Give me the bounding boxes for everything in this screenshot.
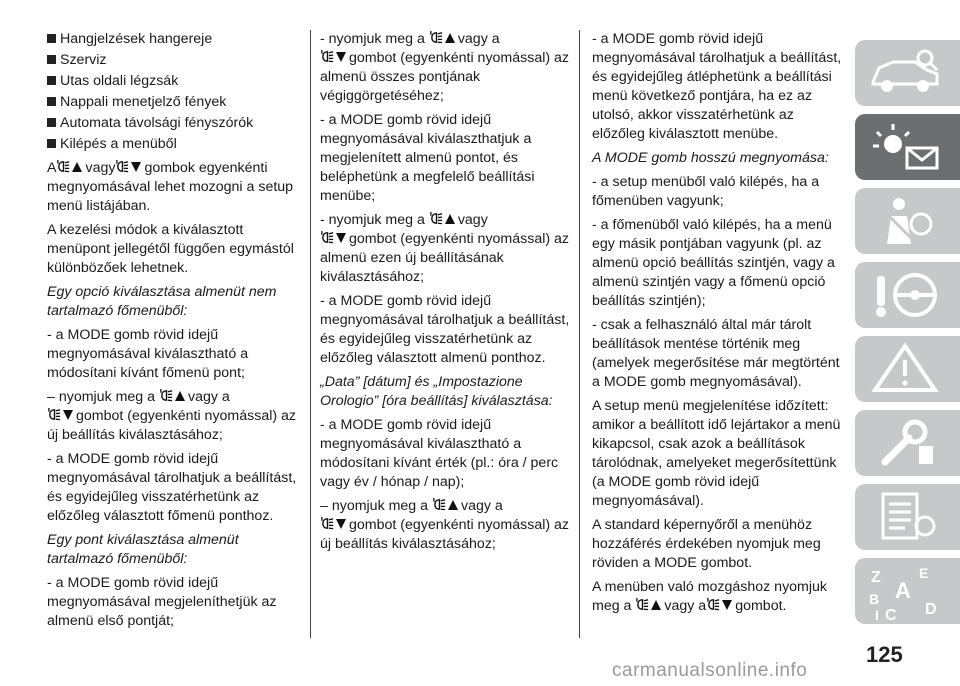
lights-icon bbox=[56, 159, 71, 174]
column-2 bbox=[320, 30, 570, 559]
steering-wheel-icon bbox=[865, 268, 945, 322]
tab-technical-data[interactable] bbox=[855, 484, 960, 550]
paragraph: - nyomjuk meg a vagy gombot (egyenkénti nyomással) az almenü ezen új beállításának kiválasztásához; bbox=[320, 212, 570, 285]
down-arrow-icon bbox=[62, 409, 74, 421]
lights-icon bbox=[429, 30, 444, 45]
bullet-square-icon bbox=[47, 34, 56, 43]
lights-icon bbox=[159, 388, 174, 403]
down-arrow-icon bbox=[721, 599, 733, 611]
tab-index[interactable] bbox=[855, 558, 960, 624]
lights-icon bbox=[432, 497, 447, 512]
column-1 bbox=[47, 30, 305, 636]
list-item: Szerviz bbox=[47, 51, 305, 70]
list-item: Utas oldali légzsák bbox=[47, 72, 305, 91]
paragraph: - a MODE gomb rövid idejű megnyomásával tárolhatjuk a beállítást, és egyidejűleg visszatérhetünk az előzőleg választott főmenü ponthoz. bbox=[47, 451, 297, 524]
list-item: Nappali menetjelző fények bbox=[47, 93, 305, 112]
warning-light-icon bbox=[865, 120, 945, 174]
bullet-square-icon bbox=[47, 55, 56, 64]
paragraph: A vagy gombok egyenkénti megnyomásával lehet mozogni a setup menü listájában. bbox=[47, 160, 294, 214]
bullet-square-icon bbox=[47, 97, 56, 106]
paragraph: A standard képernyőről a menühöz hozzáférés érdekében nyomjuk meg röviden a MODE gombot. bbox=[592, 517, 821, 571]
lights-icon bbox=[706, 597, 721, 612]
paragraph: - a MODE gomb rövid idejű megnyomásával kiválasztható a módosítani kívánt érték (pl.: óra / perc vagy év / hónap / nap); bbox=[320, 417, 559, 490]
paragraph: - a MODE gomb rövid idejű megnyomásával tárolhatjuk a beállítást, és egyidejűleg átléphetünk a beállítási menü következő pontjára, ha ez az utolsó, akkor visszatérhetünk az előzőleg kiválasztott menübe. bbox=[592, 31, 842, 142]
paragraph: - a MODE gomb rövid idejű megnyomásával megjeleníthetjük az almenü első pontját; bbox=[47, 575, 277, 629]
tab-starting-driving[interactable] bbox=[855, 262, 960, 328]
wrench-icon bbox=[865, 416, 945, 470]
list-item: Hangjelzések hangereje bbox=[47, 30, 305, 49]
car-icon bbox=[865, 46, 945, 100]
bullet-square-icon bbox=[47, 139, 56, 148]
paragraph: - csak a felhasználó által már tárolt beállítások mentése történik meg (amelyek megerősítése már megtörtént a MODE gomb megnyomásával). bbox=[592, 317, 840, 390]
section-heading: A MODE gomb hosszú megnyomása: bbox=[592, 150, 829, 166]
lights-icon bbox=[320, 230, 335, 245]
paragraph: A menüben való mozgáshoz nyomjuk meg a vagy a gombot. bbox=[592, 579, 828, 614]
index-letter: D bbox=[925, 601, 937, 618]
up-arrow-icon bbox=[447, 499, 459, 511]
seatbelt-icon bbox=[865, 194, 945, 248]
up-arrow-icon bbox=[650, 599, 662, 611]
document-list-icon bbox=[865, 490, 945, 544]
lights-icon bbox=[635, 597, 650, 612]
paragraph: - a setup menüből való kilépés, ha a főmenüben vagyunk; bbox=[592, 174, 820, 209]
up-arrow-icon bbox=[71, 161, 83, 173]
paragraph: A kezelési módok a kiválasztott menüpont jellegétől függően egymástól különbözőek lehetnek. bbox=[47, 222, 294, 276]
index-letter: I bbox=[875, 607, 879, 623]
down-arrow-icon bbox=[335, 51, 347, 63]
tab-safety[interactable] bbox=[855, 188, 960, 254]
paragraph: – nyomjuk meg a vagy a gombot (egyenkénti nyomással) az új beállítás kiválasztásához; bbox=[47, 389, 297, 443]
lights-icon bbox=[320, 49, 335, 64]
emergency-triangle-icon bbox=[865, 342, 945, 396]
up-arrow-icon bbox=[444, 213, 456, 225]
up-arrow-icon bbox=[174, 390, 186, 402]
lights-icon bbox=[320, 516, 335, 531]
index-letter: C bbox=[885, 607, 897, 624]
section-heading: „Data” [dátum] és „Impostazione Orologio” [óra beállítás] kiválasztása: bbox=[320, 374, 553, 409]
paragraph: - a főmenüből való kilépés, ha a menü egy másik pontjában vagyunk (pl. az almenü opció beállítás szintjén, vagy a almenü szintjén vagy a főmenü opció beállítás szintjén); bbox=[592, 217, 835, 309]
paragraph: - a MODE gomb rövid idejű megnyomásával kiválaszthatjuk a megjelenített almenü pontot, és beléphetünk a megfelelő beállítási menübe; bbox=[320, 112, 535, 204]
lights-icon bbox=[47, 407, 62, 422]
lights-icon bbox=[115, 159, 130, 174]
alphabet-index-icon bbox=[865, 564, 960, 624]
watermark: carmanualsonline.info bbox=[612, 660, 808, 681]
paragraph: - a MODE gomb rövid idejű megnyomásával kiválasztható a módosítani kívánt főmenü pont; bbox=[47, 327, 249, 381]
tab-vehicle-overview[interactable] bbox=[855, 40, 960, 106]
paragraph: - nyomjuk meg a vagy a gombot (egyenkénti nyomással) az almenü összes pontjának végiggörgetéséhez; bbox=[320, 31, 570, 104]
tab-dashboard-warnings[interactable] bbox=[855, 114, 960, 180]
bullet-square-icon bbox=[47, 76, 56, 85]
list-item: Kilépés a menüből bbox=[47, 135, 305, 154]
paragraph: – nyomjuk meg a vagy a gombot (egyenkénti nyomással) az új beállítás kiválasztásához; bbox=[320, 498, 570, 552]
down-arrow-icon bbox=[130, 161, 142, 173]
lights-icon bbox=[429, 211, 444, 226]
index-letter: E bbox=[919, 565, 929, 581]
index-letter: B bbox=[869, 591, 880, 607]
down-arrow-icon bbox=[335, 518, 347, 530]
page-number: 125 bbox=[866, 642, 903, 667]
tab-emergency[interactable] bbox=[855, 336, 960, 402]
index-letter: A bbox=[895, 578, 911, 603]
section-heading: Egy pont kiválasztása almenüt tartalmazó főmenüből: bbox=[47, 532, 239, 567]
tab-maintenance[interactable] bbox=[855, 410, 960, 476]
column-3 bbox=[592, 30, 842, 621]
paragraph: - a MODE gomb rövid idejű megnyomásával tárolhatjuk a beállítást, és egyidejűleg visszatérhetünk az előzőleg választott almenü ponthoz. bbox=[320, 293, 570, 366]
up-arrow-icon bbox=[444, 32, 456, 44]
bullet-square-icon bbox=[47, 118, 56, 127]
column-divider-2 bbox=[579, 30, 580, 638]
section-heading: Egy opció kiválasztása almenüt nem tartalmazó főmenüből: bbox=[47, 284, 277, 319]
paragraph: A setup menü megjelenítése időzített: amikor a beállított idő lejártakor a menü kikapcsol, csak azok a beállítások tárolódnak, amelyeket megerősítettünk (a MODE gomb rövid idejű megnyomásával). bbox=[592, 398, 841, 509]
list-item: Automata távolsági fényszórók bbox=[47, 114, 305, 133]
column-divider-1 bbox=[310, 30, 311, 638]
down-arrow-icon bbox=[335, 232, 347, 244]
chapter-tabs bbox=[855, 40, 960, 632]
index-letter: Z bbox=[871, 569, 881, 586]
